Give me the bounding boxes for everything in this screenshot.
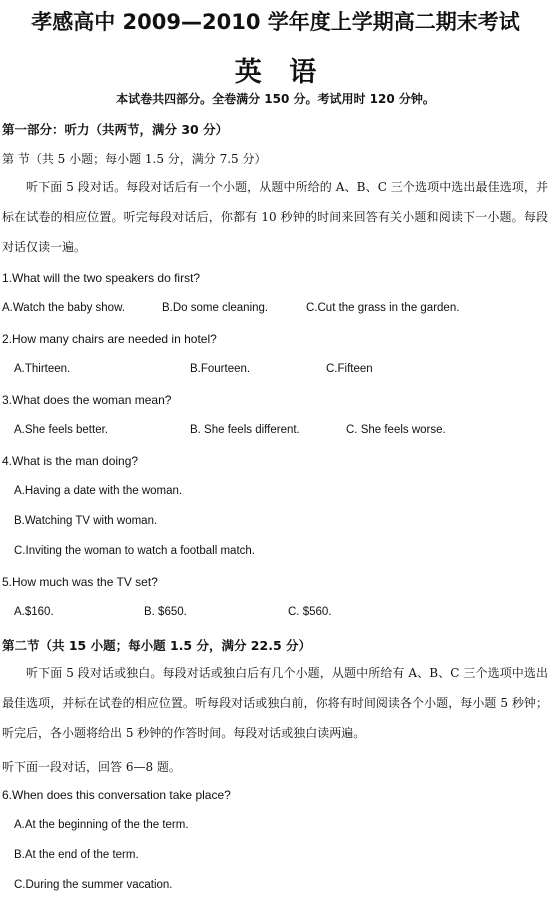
exam-title: 孝感高中 2009—2010 学年度上学期高二期末考试 — [31, 10, 520, 34]
question-2: 2.How many chairs are needed in hotel? — [2, 332, 217, 346]
q4-option-a: A.Having a date with the woman. — [14, 485, 183, 497]
q1-option-c: C.Cut the grass in the garden. — [306, 302, 460, 314]
q6-option-b: B.At the end of the term. — [14, 849, 139, 861]
q1-option-b: B.Do some cleaning. — [162, 302, 269, 314]
q1-option-a: A.Watch the baby show. — [2, 302, 125, 314]
subject-title: 英 语 — [234, 57, 317, 88]
section2-heading: 第二节（共 15 小题；每小题 1.5 分，满分 22.5 分） — [2, 638, 311, 653]
q3-option-b: B. She feels different. — [190, 424, 300, 436]
q5-option-a: A.$160. — [14, 606, 54, 618]
q5-option-b: B. $650. — [144, 606, 187, 618]
section1-heading: 第 节（共 5 小题；每小题 1.5 分，满分 7.5 分） — [2, 152, 267, 166]
q4-option-b: B.Watching TV with woman. — [14, 515, 158, 527]
question-4: 4.What is the man doing? — [2, 454, 139, 468]
question-5: 5.How much was the TV set? — [2, 575, 158, 589]
q2-option-c: C.Fifteen — [326, 363, 373, 375]
q6-option-a: A.At the beginning of the the term. — [14, 819, 189, 831]
section1-instructions: 听下面 5 段对话。每段对话后有一个小题，从题中所给的 A、B、C 三个选项中选出最佳选项，并标在试卷的相应位置。听完每段对话后，你都有 10 秒钟的时间来回答有关小题和阅读下一小题。每段对话仅读一遍。 — [2, 180, 548, 254]
exam-info: 本试卷共四部分。全卷满分 150 分。考试用时 120 分钟。 — [116, 92, 435, 106]
q3-option-a: A.She feels better. — [14, 424, 108, 436]
q2-option-a: A.Thirteen. — [14, 363, 71, 375]
section2-lead: 听下面一段对话，回答 6—8 题。 — [2, 760, 181, 774]
q5-option-c: C. $560. — [288, 606, 332, 618]
section2-instructions: 听下面 5 段对话或独白。每段对话或独白后有几个小题，从题中所给有 A、B、C 三个选项中选出最佳选项，并标在试卷的相应位置。听每段对话或独白前，你将有时间阅读各个小题，每小题 5 秒钟；听完后，各小题将给出 5 秒钟的作答时间。每段对话或独白读两遍。 — [2, 666, 548, 740]
question-3: 3.What does the woman mean? — [2, 393, 172, 407]
q2-option-b: B.Fourteen. — [190, 363, 251, 375]
question-6: 6.When does this conversation take place? — [2, 788, 231, 802]
q6-option-c: C.During the summer vacation. — [14, 879, 173, 891]
q4-option-c: C.Inviting the woman to watch a football match. — [14, 545, 255, 557]
question-1: 1.What will the two speakers do first? — [2, 271, 201, 285]
part1-heading: 第一部分：听力（共两节，满分 30 分） — [2, 122, 229, 137]
q3-option-c: C. She feels worse. — [346, 424, 446, 436]
